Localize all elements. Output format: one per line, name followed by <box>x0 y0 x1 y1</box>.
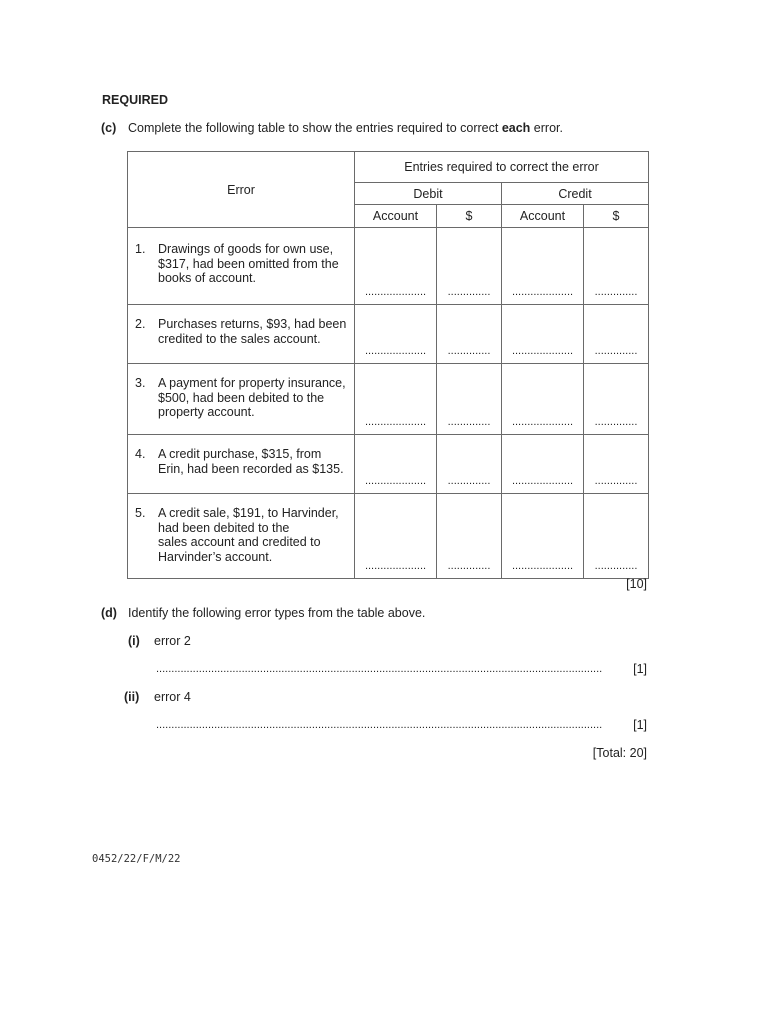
error-description-cell <box>128 494 355 579</box>
error-description-line: A credit purchase, $315, from <box>158 447 322 461</box>
error-description-line: credited to the sales account. <box>158 331 321 346</box>
part-i-label: (i) <box>128 634 140 648</box>
part-i-text: error 2 <box>154 634 191 648</box>
part-ii-mark: [1] <box>633 718 647 732</box>
error-number: 1. <box>135 242 146 256</box>
error-description-line: property account. <box>158 405 255 419</box>
debit-amount-entry-cell <box>437 228 502 305</box>
error-rows <box>128 228 649 579</box>
error-number: 3. <box>135 376 146 390</box>
table-row <box>128 364 649 435</box>
table-row <box>128 228 649 305</box>
table-row <box>128 494 649 579</box>
error-description-line: books of account. <box>158 271 256 285</box>
debit-amount-entry[interactable]: .............. <box>447 345 491 357</box>
error-description-cell <box>128 305 355 364</box>
debit-amount-entry[interactable]: .............. <box>447 560 491 572</box>
debit-amount-entry-cell <box>437 494 502 579</box>
question-c-text <box>128 121 563 135</box>
question-c-text-start: Complete the following table to show the entries required to correct <box>128 121 502 135</box>
error-description-line: $317, had been omitted from the <box>158 256 339 271</box>
error-description-cell <box>128 228 355 305</box>
total-marks: [Total: 20] <box>592 746 647 760</box>
credit-amount-entry-cell <box>584 435 649 494</box>
debit-amount-entry-cell <box>437 305 502 364</box>
credit-account-entry-cell <box>502 228 584 305</box>
debit-amount-entry[interactable]: .............. <box>447 416 491 428</box>
error-description-line: Erin, had been recorded as $135. <box>158 461 344 476</box>
credit-amount-header: $ <box>584 205 649 228</box>
question-d-text: Identify the following error types from the table above. <box>128 606 426 620</box>
credit-amount-entry-cell <box>584 305 649 364</box>
credit-account-header: Account <box>502 205 584 228</box>
credit-account-entry[interactable]: .................... <box>511 416 574 428</box>
credit-amount-entry[interactable]: .............. <box>594 416 638 428</box>
error-number: 2. <box>135 317 146 331</box>
debit-amount-entry-cell <box>437 364 502 435</box>
credit-amount-entry-cell <box>584 494 649 579</box>
error-description-cell <box>128 435 355 494</box>
credit-amount-entry[interactable]: .............. <box>594 560 638 572</box>
credit-account-entry[interactable]: .................... <box>511 345 574 357</box>
credit-account-entry-cell <box>502 364 584 435</box>
error-description-cell <box>128 364 355 435</box>
error-description-line: Purchases returns, $93, had been <box>158 317 347 331</box>
part-ii-text: error 4 <box>154 690 191 704</box>
table-row <box>128 435 649 494</box>
credit-account-entry[interactable]: .................... <box>511 560 574 572</box>
marks-c: [10] <box>626 577 647 591</box>
debit-account-entry[interactable]: .................... <box>364 416 427 428</box>
debit-account-entry[interactable]: .................... <box>364 560 427 572</box>
question-d-label: (d) <box>101 606 117 620</box>
credit-amount-entry-cell <box>584 228 649 305</box>
question-c-text-bold: each <box>501 121 531 135</box>
error-description-line: had been debited to the <box>158 520 290 535</box>
error-description-line: Drawings of goods for own use, <box>158 242 334 256</box>
credit-account-entry-cell <box>502 435 584 494</box>
part-ii-answer-line[interactable]: .................................................................................................................................................. <box>156 719 603 731</box>
credit-amount-entry-cell <box>584 364 649 435</box>
error-correction-table <box>127 151 649 579</box>
question-c-text-end: error. <box>530 121 563 135</box>
debit-amount-header: $ <box>437 205 502 228</box>
debit-account-entry-cell <box>355 364 437 435</box>
debit-account-entry[interactable]: .................... <box>364 345 427 357</box>
debit-account-entry-cell <box>355 228 437 305</box>
debit-amount-entry[interactable]: .............. <box>447 286 491 298</box>
credit-account-entry-cell <box>502 494 584 579</box>
credit-amount-entry[interactable]: .............. <box>594 475 638 487</box>
part-ii-label: (ii) <box>124 690 140 704</box>
error-description-line: Harvinder’s account. <box>158 549 273 564</box>
debit-account-entry-cell <box>355 435 437 494</box>
error-number: 4. <box>135 447 146 461</box>
debit-amount-entry-cell <box>437 435 502 494</box>
debit-account-entry[interactable]: .................... <box>364 475 427 487</box>
section-heading: REQUIRED <box>102 93 168 107</box>
footer-code: 0452/22/F/M/22 <box>92 853 181 865</box>
error-description-line: $500, had been debited to the <box>158 390 325 405</box>
credit-account-entry-cell <box>502 305 584 364</box>
error-column-header: Error <box>128 152 355 228</box>
credit-account-entry[interactable]: .................... <box>511 286 574 298</box>
error-description-line: A payment for property insurance, <box>158 376 346 390</box>
error-number: 5. <box>135 506 146 520</box>
credit-account-entry[interactable]: .................... <box>511 475 574 487</box>
entries-header: Entries required to correct the error <box>355 152 649 183</box>
credit-amount-entry[interactable]: .............. <box>594 286 638 298</box>
error-description-line: A credit sale, $191, to Harvinder, <box>158 506 339 520</box>
part-i-mark: [1] <box>633 662 647 676</box>
debit-account-entry-cell <box>355 494 437 579</box>
part-i-answer-line[interactable]: .................................................................................................................................................. <box>156 663 603 675</box>
debit-account-entry-cell <box>355 305 437 364</box>
question-c-label: (c) <box>101 121 117 135</box>
debit-account-entry[interactable]: .................... <box>364 286 427 298</box>
debit-header: Debit <box>355 183 502 205</box>
debit-amount-entry[interactable]: .............. <box>447 475 491 487</box>
credit-header: Credit <box>502 183 649 205</box>
table-row <box>128 305 649 364</box>
debit-account-header: Account <box>355 205 437 228</box>
error-description-line: sales account and credited to <box>158 535 321 549</box>
credit-amount-entry[interactable]: .............. <box>594 345 638 357</box>
